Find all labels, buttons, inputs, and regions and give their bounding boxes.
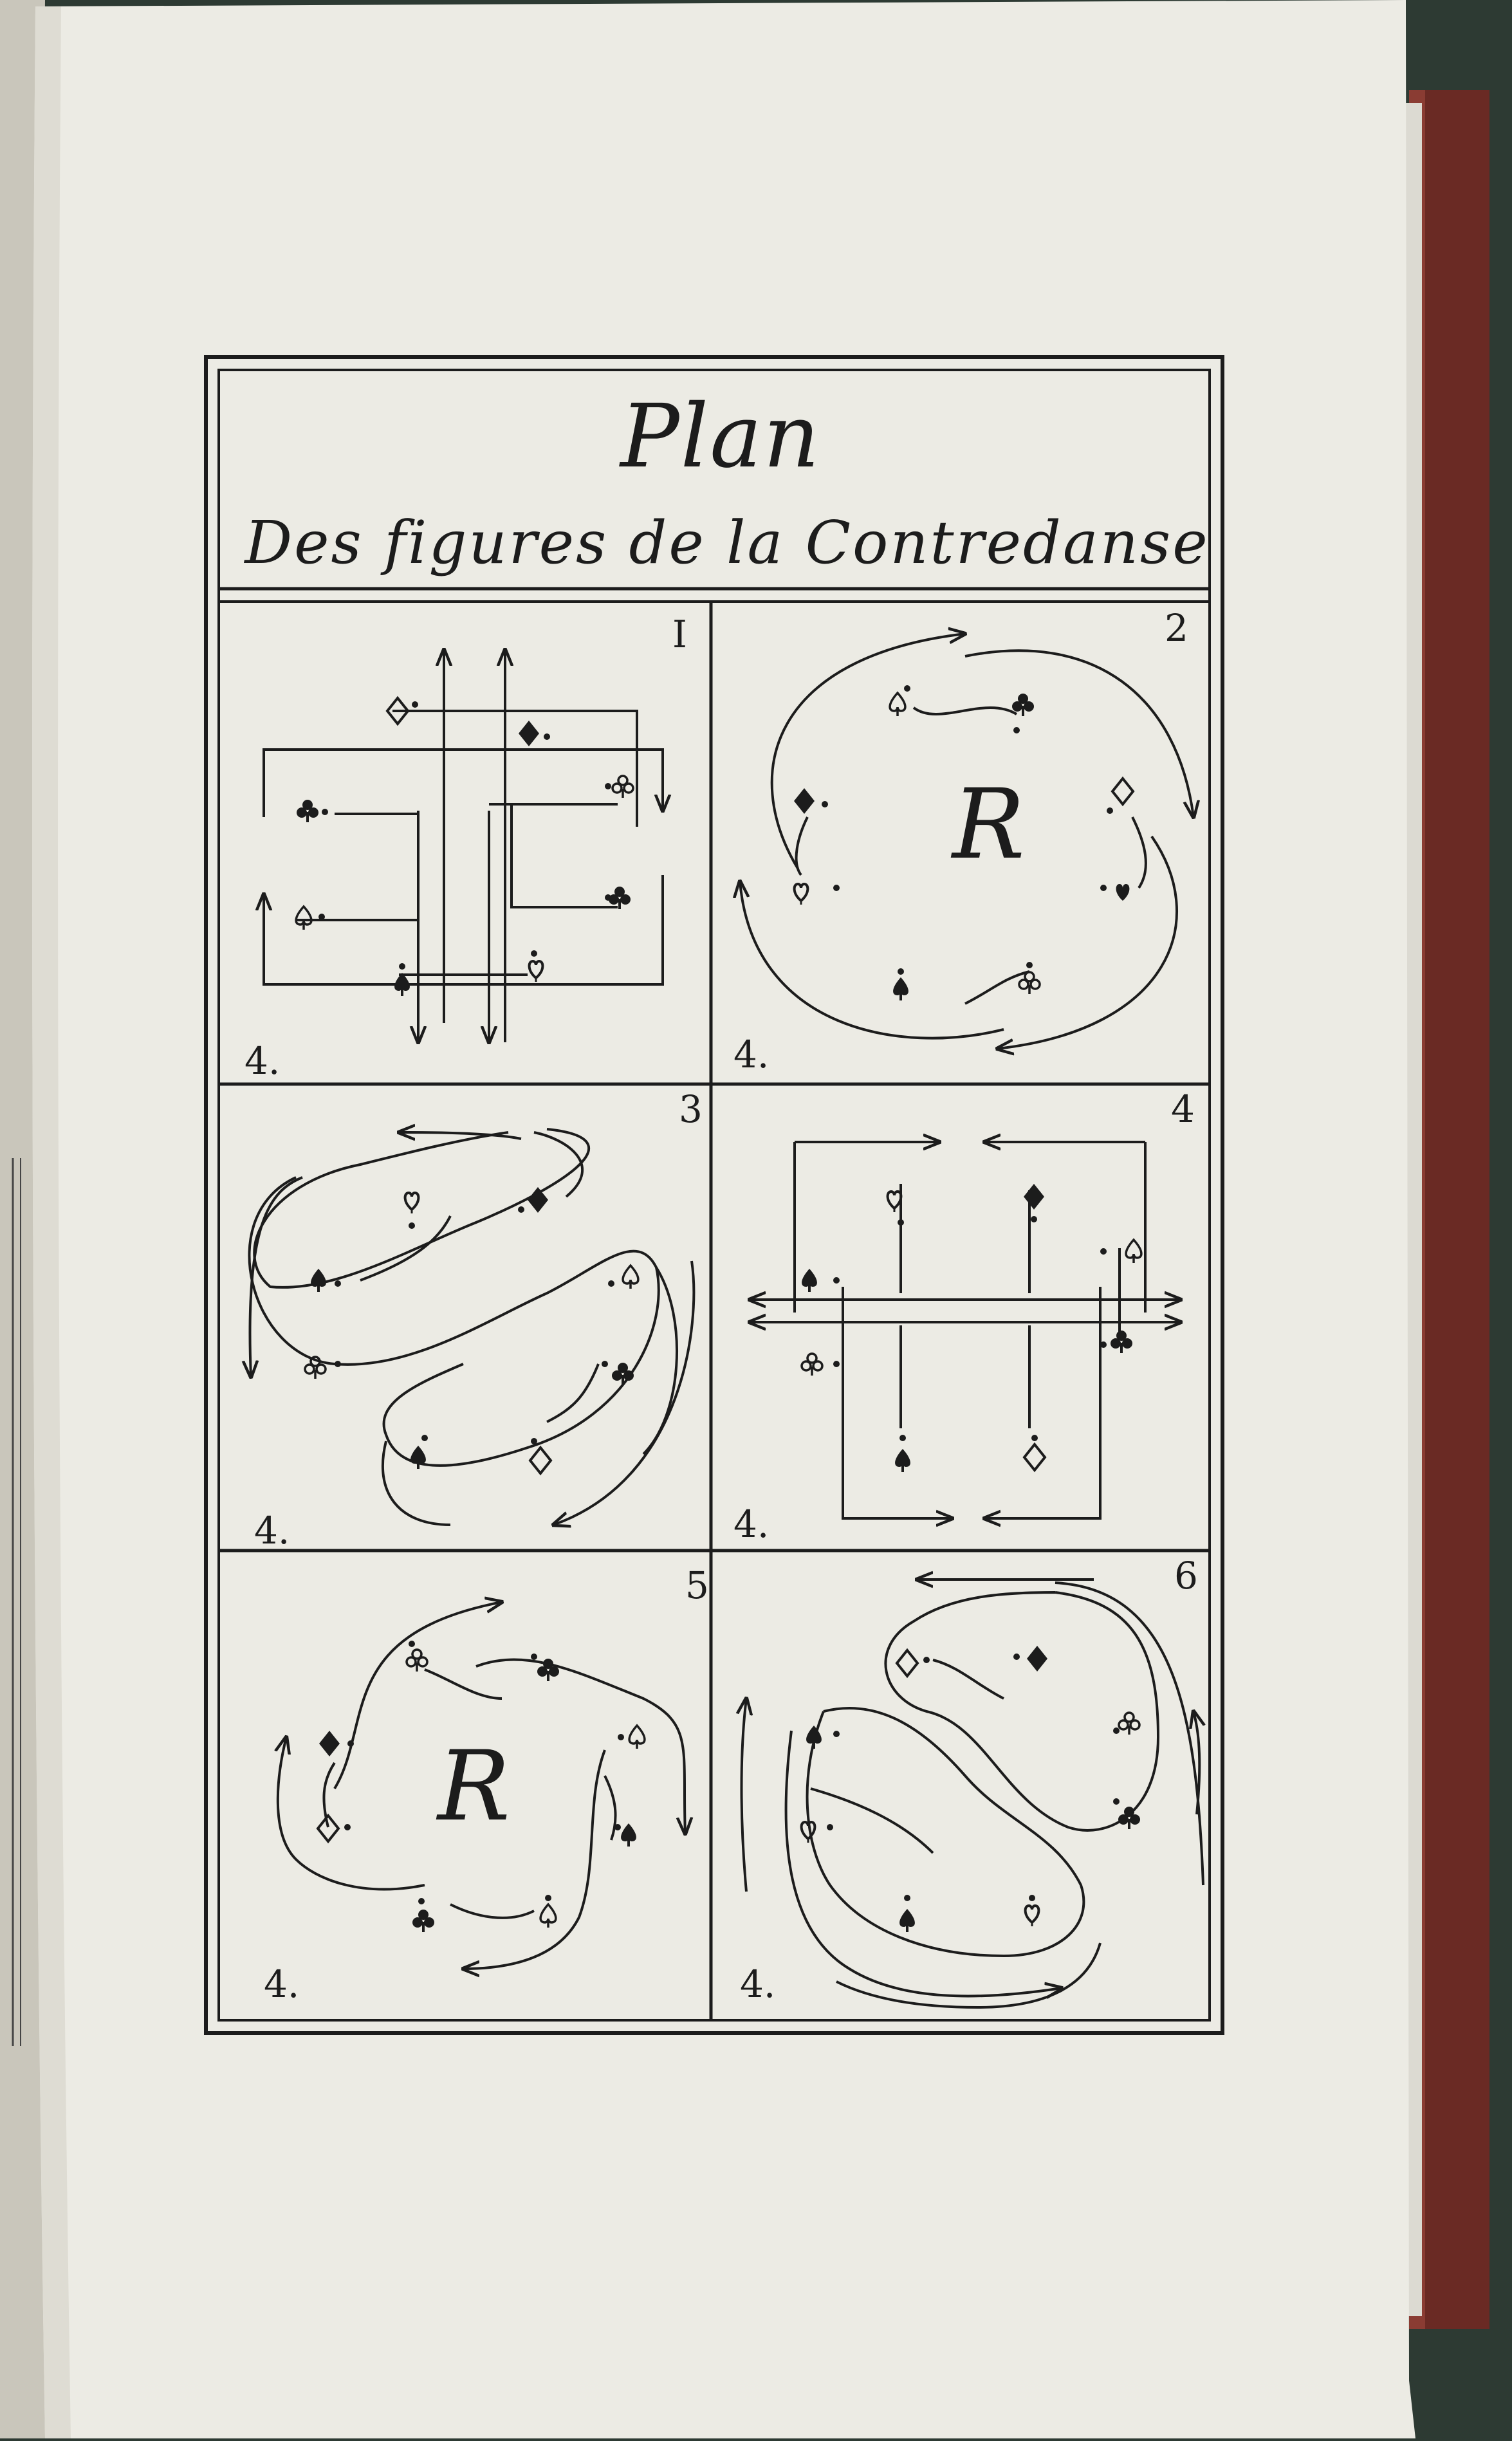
panel-count: 4. — [740, 1962, 776, 2006]
panel-number: 5 — [685, 1563, 709, 1607]
panel-number: 6 — [1174, 1554, 1198, 1598]
panel-number: 4 — [1171, 1087, 1195, 1131]
panel-number: 2 — [1165, 606, 1188, 650]
panel-count: 4. — [254, 1509, 290, 1552]
plate-title: Plan — [620, 386, 821, 488]
panel-number: I — [672, 613, 687, 656]
panel-count: 4. — [244, 1039, 281, 1083]
panel-count: 4. — [733, 1502, 770, 1546]
panel-count: 4. — [733, 1033, 770, 1076]
panel-count: 4. — [264, 1962, 300, 2006]
plate-subtitle: Des figures de la Contredanse — [244, 508, 1210, 577]
center-letter: R — [952, 769, 1025, 881]
center-letter: R — [438, 1731, 510, 1843]
panel-number: 3 — [679, 1087, 703, 1131]
page — [32, 0, 1415, 2438]
